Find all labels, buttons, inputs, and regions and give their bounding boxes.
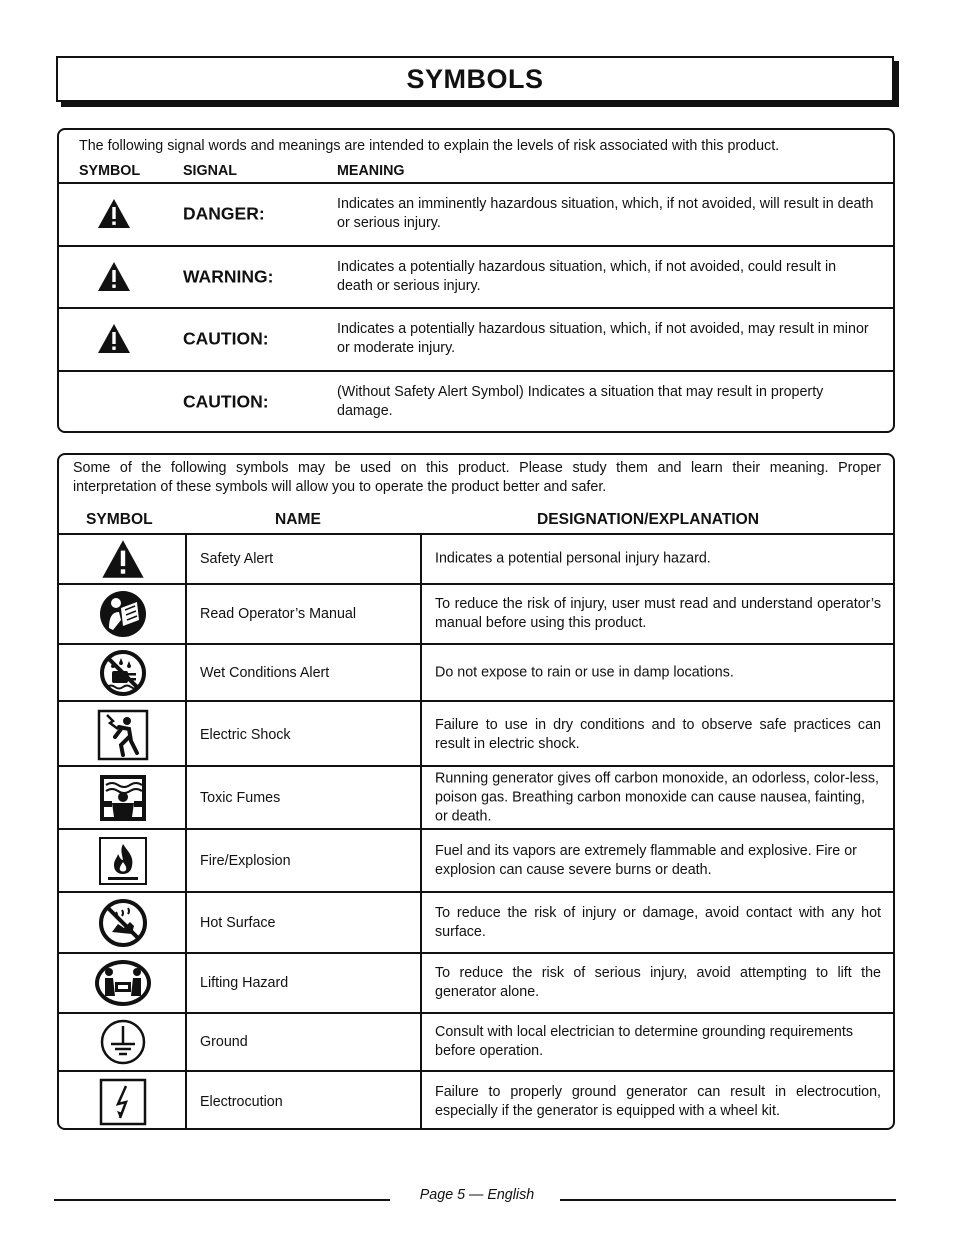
symbol-designation: Failure to use in dry conditions and to observe safe practices can result in electric shock. [435,716,881,752]
lifting-hazard-icon [93,958,153,1008]
table-row [59,585,893,643]
symbol-name: Safety Alert [200,551,274,567]
symbol-name: Fire/Explosion [200,852,291,869]
symbol-name: Toxic Fumes [200,789,281,806]
symbols-header-name: NAME [275,511,321,528]
signal-row-danger [59,184,893,244]
table-row [59,1074,893,1130]
table-row [59,830,893,891]
table-row [59,954,893,1012]
symbol-designation: Running generator gives off carbon monoxide, an odorless, color-less, poison gas. Breathing carbon monoxide can cause nausea, fainting, or death. [435,770,879,824]
signal-row-caution [59,309,893,369]
page-footer: Page 5 — English [419,1187,535,1203]
symbol-name: Electrocution [200,1094,283,1110]
signal-meaning: Indicates a potentially hazardous situation, which, if not avoided, could result in death or serious injury. [337,259,837,294]
signal-row-caution-no-symbol [59,372,893,432]
signal-row-warning [59,247,893,307]
divider [59,1070,893,1072]
symbols-intro-line2: interpretation of these symbols will allow you to operate the product better and safer. [73,478,607,495]
safety-alert-icon [97,261,131,292]
table-row [59,645,893,700]
wet-conditions-icon [99,649,147,697]
symbol-designation: To reduce the risk of serious injury, avoid attempting to lift the generator alone. [435,965,881,1000]
signal-header-symbol: SYMBOL [79,163,141,179]
signal-intro: The following signal words and meanings are intended to explain the levels of risk associated with this product. [79,138,780,154]
symbol-designation: Do not expose to rain or use in damp locations. [435,664,734,680]
electric-shock-icon [97,709,149,761]
symbols-header-symbol: SYMBOL [86,511,153,528]
electrocution-icon [99,1078,147,1126]
table-row [59,1014,893,1070]
symbol-designation: Indicates a potential personal injury hazard. [435,550,711,567]
safety-alert-icon [101,539,145,579]
symbol-designation: To reduce the risk of injury or damage, avoid contact with any hot surface. [435,904,881,940]
page-title: SYMBOLS [406,63,544,94]
safety-alert-icon [97,323,131,354]
symbol-designation: Failure to properly ground generator can result in electrocution, especially if the generator is equipped with a wheel kit. [435,1084,881,1119]
symbols-panel [57,453,895,1130]
symbol-designation: To reduce the risk of injury, user must read and understand operator’s manual before using this product. [435,596,881,631]
hot-surface-icon [98,898,148,948]
fire-explosion-icon [98,836,148,886]
symbol-name: Read Operator’s Manual [200,606,357,622]
table-row [59,767,893,828]
signal-header-signal: SIGNAL [183,163,238,179]
symbol-name: Hot Surface [200,914,276,931]
page-title-banner [56,56,894,102]
read-manual-icon [99,590,147,638]
signal-header-meaning: MEANING [337,163,405,179]
signal-meaning: Indicates an imminently hazardous situation, which, if not avoided, will result in death or serious injury. [337,196,874,231]
symbol-name: Lifting Hazard [200,975,289,991]
signal-word: DANGER: [183,203,265,224]
ground-icon [99,1018,147,1066]
table-row [59,535,893,583]
signal-meaning: (Without Safety Alert Symbol) Indicates a situation that may result in property damage. [337,384,824,419]
table-row [59,704,893,765]
safety-alert-icon [97,198,131,229]
table-row [59,893,893,952]
symbol-name: Wet Conditions Alert [200,664,330,681]
signal-word: CAUTION: [183,328,269,349]
symbols-intro-line1: Some of the following symbols may be used on this product. Please study them and learn their meaning. Proper [73,460,881,476]
signal-meaning: Indicates a potentially hazardous situation, which, if not avoided, may result in minor or moderate injury. [337,321,869,356]
symbol-name: Electric Shock [200,726,291,743]
toxic-fumes-icon [98,773,148,823]
signal-words-panel [57,128,895,433]
symbol-name: Ground [200,1034,248,1050]
divider [59,700,893,702]
symbols-header-designation: DESIGNATION/EXPLANATION [537,511,760,528]
symbol-designation: Consult with local electrician to determine grounding requirements before operation. [435,1024,854,1059]
symbols-intro [73,459,881,496]
symbol-designation: Fuel and its vapors are extremely flammable and explosive. Fire or explosion can cause severe burns or death. [435,842,857,878]
signal-word: CAUTION: [183,391,269,412]
signal-word: WARNING: [183,266,274,287]
